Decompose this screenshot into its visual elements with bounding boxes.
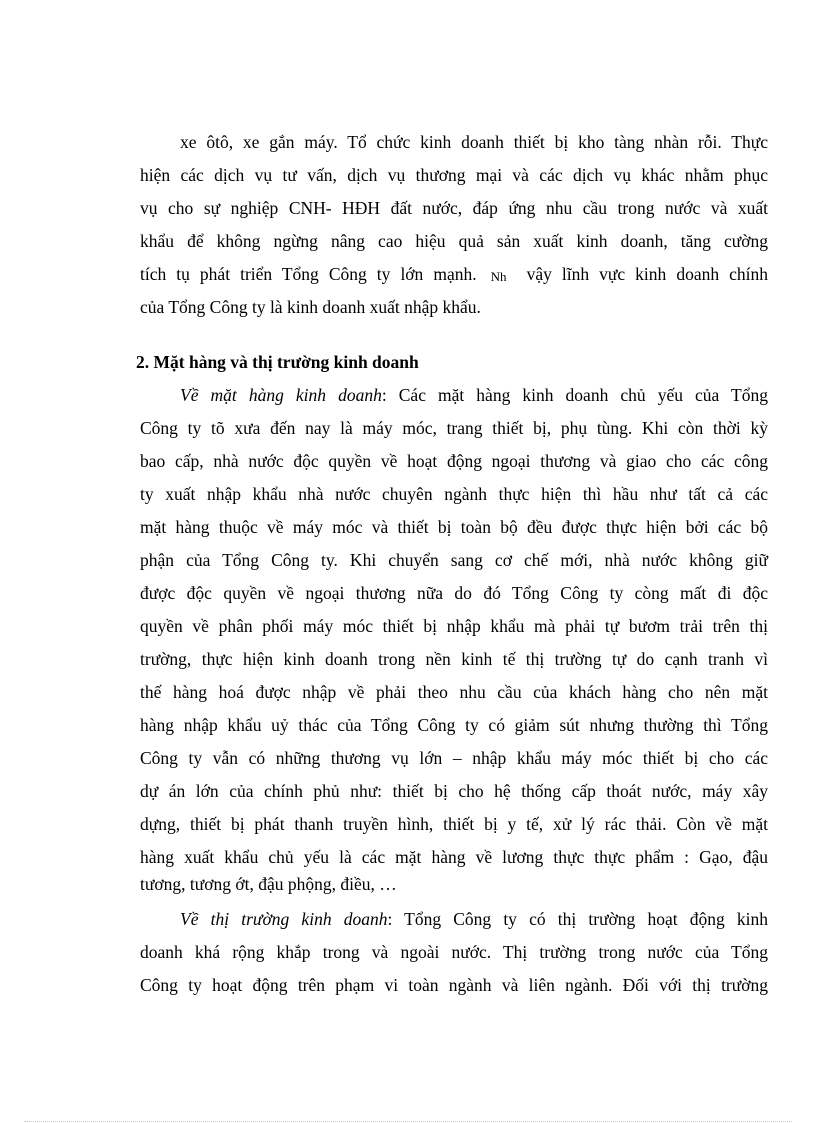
paragraph-2-line-16: tương, tương ớt, đậu phộng, điều, …: [140, 874, 397, 894]
paragraph-1-line-1: xe ôtô, xe gắn máy. Tổ chức kinh doanh thiết bị kho tàng nhàn rỗi. Thực: [180, 132, 768, 152]
stray-text-fragment: Nh: [490, 269, 507, 284]
paragraph-2-line-7: được độc quyền về ngoại thương nữa do đó Tổng Công ty còng mất đi độc: [140, 583, 768, 603]
paragraph-2-line-12: Công ty vẫn có những thương vụ lớn – nhập khẩu máy móc thiết bị cho các: [140, 748, 768, 768]
paragraph-1-line-5-start: tích tụ phát triển Tổng Công ty lớn mạnh.: [140, 264, 477, 284]
paragraph-2-line-10: thế hàng hoá được nhập về phải theo nhu cầu của khách hàng cho nên mặt: [140, 682, 768, 702]
paragraph-2-line-5: mặt hàng thuộc về máy móc và thiết bị toàn bộ đều được thực hiện bởi các bộ: [140, 517, 768, 537]
paragraph-2-lead-rest: : Các mặt hàng kinh doanh chủ yếu của Tổng: [381, 385, 768, 405]
paragraph-3-line-3: Công ty hoạt động trên phạm vi toàn ngành và liên ngành. Đối với thị trường: [140, 975, 768, 995]
paragraph-1-line-6: của Tổng Công ty là kinh doanh xuất nhập khẩu.: [140, 297, 481, 317]
paragraph-1-line-5-end: vậy lĩnh vực kinh doanh chính: [526, 264, 769, 284]
paragraph-1-line-5: [140, 263, 768, 287]
paragraph-1-line-2: hiện các dịch vụ tư vấn, dịch vụ thương mại và các dịch vụ khác nhằm phục: [140, 165, 768, 185]
paragraph-2-line-15: hàng xuất khẩu chủ yếu là các mặt hàng về lương thực thực phẩm : Gạo, đậu: [140, 847, 768, 867]
paragraph-1-line-3: vụ cho sự nghiệp CNH- HĐH đất nước, đáp ứng nhu cầu trong nước và xuất: [140, 198, 768, 218]
paragraph-2-line-3: bao cấp, nhà nước độc quyền về hoạt động ngoại thương và giao cho các công: [140, 451, 768, 471]
page-bottom-divider: [24, 1121, 792, 1122]
paragraph-2-line-8: quyền về phân phối máy móc thiết bị nhập khẩu mà phải tự bươm trải trên thị: [140, 616, 768, 636]
paragraph-2-line-1: [180, 384, 768, 406]
paragraph-2-line-14: dựng, thiết bị phát thanh truyền hình, thiết bị y tế, xử lý rác thải. Còn về mặt: [140, 814, 768, 834]
paragraph-1-line-4: khẩu để không ngừng nâng cao hiệu quả sản xuất kinh doanh, tăng cường: [140, 231, 768, 251]
paragraph-2-lead-italic: Về mặt hàng kinh doanh: [180, 385, 382, 405]
paragraph-2-line-6: phận của Tổng Công ty. Khi chuyển sang cơ chế mới, nhà nước không giữ: [140, 550, 768, 570]
section-heading: 2. Mặt hàng và thị trường kinh doanh: [136, 352, 419, 372]
paragraph-2-line-9: trường, thực hiện kinh doanh trong nền kinh tế thị trường tự do cạnh tranh vì: [140, 649, 768, 669]
paragraph-2-line-13: dự án lớn của chính phủ như: thiết bị cho hệ thống cấp thoát nước, máy xây: [140, 781, 768, 801]
paragraph-3-line-2: doanh khá rộng khắp trong và ngoài nước. Thị trường trong nước của Tổng: [140, 942, 768, 962]
paragraph-3-lead-italic: Về thị trường kinh doanh: [180, 909, 388, 929]
paragraph-2-line-11: hàng nhập khẩu uỷ thác của Tổng Công ty có giảm sút nhưng thường thì Tổng: [140, 715, 768, 735]
paragraph-3-lead-rest: : Tổng Công ty có thị trường hoạt động kinh: [387, 909, 768, 929]
paragraph-2-line-2: Công ty tõ xưa đến nay là máy móc, trang thiết bị, phụ tùng. Khi còn thời kỳ: [140, 418, 768, 438]
paragraph-2-line-4: ty xuất nhập khẩu nhà nước chuyên ngành thực hiện thì hầu như tất cả các: [140, 484, 768, 504]
paragraph-3-line-1: [180, 908, 768, 930]
